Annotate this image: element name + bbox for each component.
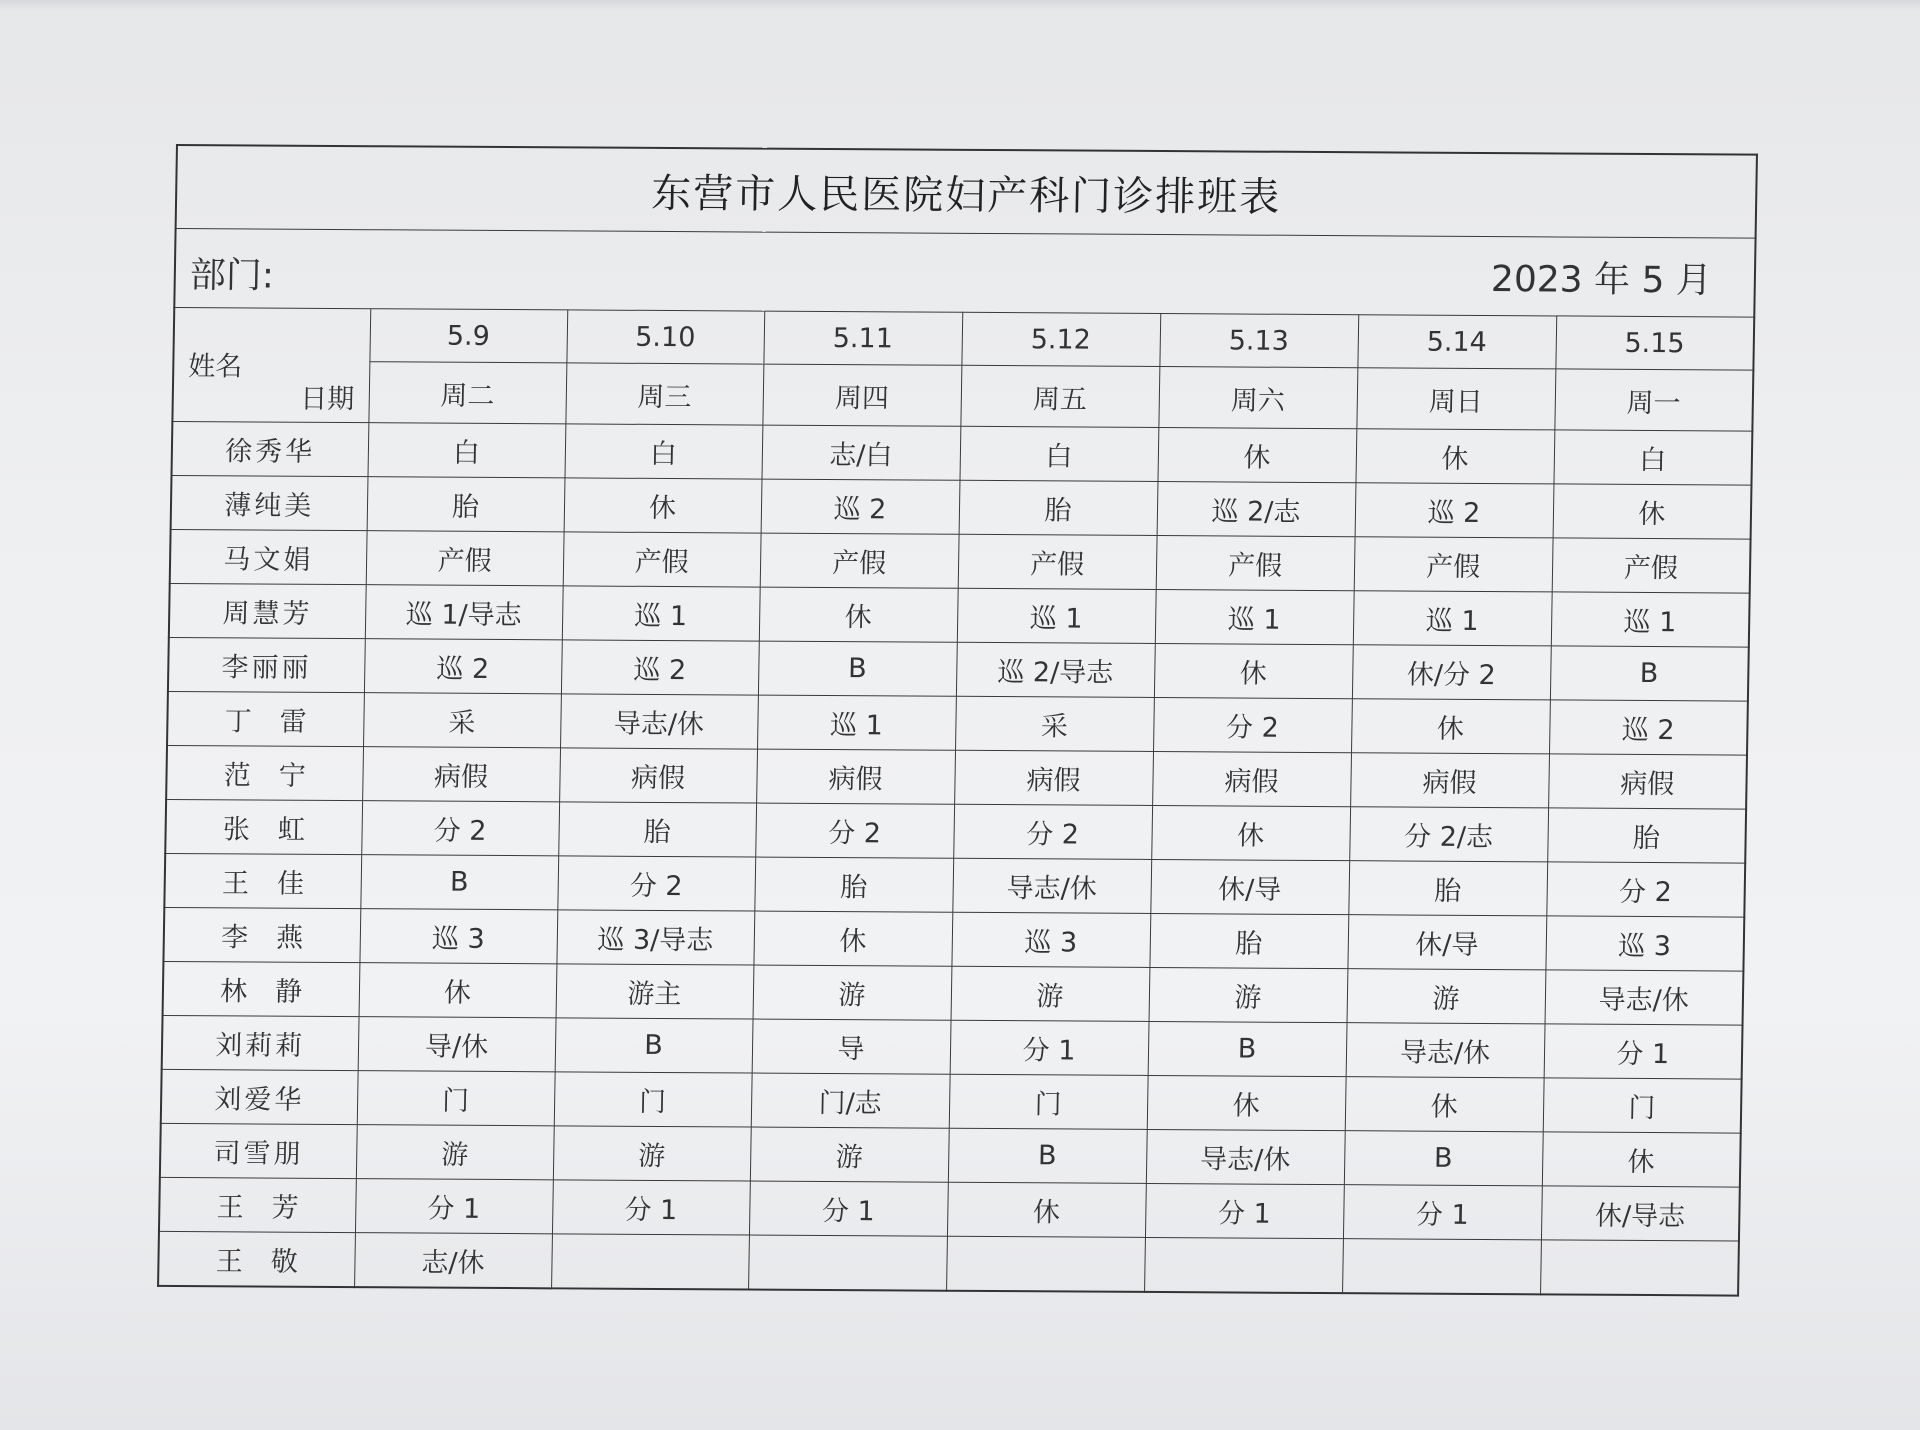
shift-cell: 门 (357, 1071, 555, 1126)
shift-cell: 休 (1351, 699, 1550, 754)
table-row (162, 1015, 1743, 1079)
table-row (165, 799, 1746, 863)
table-row (160, 1123, 1741, 1187)
shift-cell: B (948, 1128, 1147, 1183)
staff-name: 徐秀华 (172, 421, 369, 476)
name-column-label: 姓名 (188, 351, 243, 383)
shift-cell: 胎 (1149, 913, 1348, 968)
schedule-table (157, 144, 1758, 1297)
shift-cell: 巡 1 (1551, 592, 1750, 647)
shift-cell: 病假 (954, 750, 1153, 805)
shift-cell: 巡 1 (1353, 591, 1552, 646)
shift-cell: 游 (1149, 967, 1348, 1022)
shift-cell: 游 (750, 1127, 949, 1182)
staff-name: 马文娟 (170, 529, 367, 584)
shift-cell: 分 2/志 (1349, 807, 1548, 862)
table-row (164, 853, 1745, 917)
shift-cell: 胎 (959, 480, 1158, 535)
table-row (167, 691, 1748, 755)
shift-cell: 巡 1 (562, 586, 760, 641)
shift-cell: 巡 2 (364, 639, 562, 694)
shift-cell: 巡 2/志 (1157, 482, 1356, 537)
month-label: 2023 年 5 月 (1490, 259, 1713, 302)
shift-cell: 巡 1 (757, 695, 956, 750)
shift-cell: 休 (1154, 643, 1353, 698)
shift-cell: 导志/休 (560, 694, 758, 749)
shift-cell: 导志/休 (1346, 1023, 1545, 1078)
shift-cell (748, 1235, 947, 1291)
staff-name: 周慧芳 (169, 583, 366, 638)
shift-cell: 分 1 (749, 1181, 948, 1236)
shift-cell: 胎 (754, 857, 953, 912)
date-header: 5.14 (1357, 315, 1556, 369)
table-row (168, 637, 1749, 701)
shift-cell: 巡 2/导志 (956, 642, 1155, 697)
staff-name: 张虹 (165, 799, 362, 854)
weekday-header: 周六 (1158, 367, 1357, 429)
shift-cell (1540, 1240, 1739, 1296)
shift-cell: 导/休 (358, 1017, 556, 1072)
shift-cell: 病假 (1350, 753, 1549, 808)
desk-edge (0, 0, 1920, 10)
shift-cell: 门/志 (751, 1073, 950, 1128)
staff-name: 王芳 (159, 1177, 356, 1232)
shift-cell: 巡 3/导志 (556, 910, 754, 965)
shift-cell: 休 (359, 963, 557, 1018)
shift-cell: 游 (753, 965, 952, 1020)
shift-cell: B (1148, 1021, 1347, 1076)
shift-cell: 病假 (559, 748, 757, 803)
shift-cell: 产假 (1552, 538, 1751, 593)
staff-name: 林静 (163, 961, 360, 1016)
shift-cell: 采 (363, 693, 561, 748)
shift-cell: 休 (753, 911, 952, 966)
shift-cell: 巡 3 (359, 909, 557, 964)
shift-cell: 休/导志 (1541, 1186, 1740, 1241)
shift-cell: B (758, 641, 957, 696)
shift-cell: 白 (959, 426, 1158, 481)
shift-cell: 巡 2 (761, 479, 960, 534)
shift-cell (1144, 1237, 1343, 1293)
shift-cell: 分 2 (361, 801, 559, 856)
date-header: 5.12 (961, 312, 1160, 366)
shift-cell (946, 1236, 1145, 1292)
staff-name: 司雪朋 (160, 1123, 357, 1178)
shift-cell: B (1344, 1131, 1543, 1186)
shift-cell: 产假 (1156, 535, 1355, 590)
shift-cell: B (360, 855, 558, 910)
shift-cell: 白 (1553, 430, 1752, 485)
shift-cell: 胎 (1547, 808, 1746, 863)
shift-cell: 分 2 (1546, 862, 1745, 917)
shift-cell: 分 1 (355, 1179, 553, 1234)
shift-cell: 胎 (1348, 861, 1547, 916)
date-header: 5.11 (763, 311, 962, 365)
shift-cell: 巡 2 (1355, 483, 1554, 538)
corner-header (172, 307, 370, 422)
staff-name: 王敬 (158, 1231, 355, 1287)
shift-cell: 巡 2 (1549, 700, 1748, 755)
shift-cell: 休 (1355, 429, 1554, 484)
shift-cell: 白 (367, 423, 565, 478)
shift-cell: 导志/休 (1146, 1129, 1345, 1184)
table-row (158, 1231, 1739, 1295)
shift-cell: 分 2 (953, 804, 1152, 859)
shift-cell: 休 (1157, 428, 1356, 483)
table-row (159, 1177, 1740, 1241)
shift-cell: 病假 (362, 747, 560, 802)
meta-row (174, 228, 1755, 317)
shift-cell: 志/白 (761, 425, 960, 480)
weekday-header: 周五 (960, 365, 1159, 427)
date-header-row (173, 307, 1754, 370)
shift-cell: 休 (1147, 1075, 1346, 1130)
shift-cell: 休 (1553, 484, 1752, 539)
table-row (172, 421, 1753, 485)
shift-cell: 巡 1/导志 (365, 585, 563, 640)
schedule-sheet (157, 144, 1756, 1297)
staff-name: 李丽丽 (168, 637, 365, 692)
shift-cell: 休 (564, 478, 762, 533)
shift-cell: 胎 (558, 802, 756, 857)
date-column-label: 日期 (300, 383, 355, 416)
staff-name: 范宁 (166, 745, 363, 800)
shift-cell: 巡 3 (951, 912, 1150, 967)
schedule-body (158, 421, 1752, 1295)
shift-cell: 门 (1543, 1078, 1742, 1133)
shift-cell: 分 1 (1343, 1185, 1542, 1240)
shift-cell: 分 1 (552, 1180, 750, 1235)
page-title: 东营市人民医院妇产科门诊排班表 (176, 145, 1757, 238)
table-row (169, 583, 1750, 647)
shift-cell: 巡 3 (1545, 916, 1744, 971)
shift-cell: 志/休 (354, 1233, 552, 1289)
shift-cell: 巡 2 (561, 640, 759, 695)
staff-name: 王佳 (164, 853, 361, 908)
table-row (166, 745, 1747, 809)
shift-cell: 病假 (1152, 751, 1351, 806)
shift-cell (551, 1234, 749, 1290)
shift-cell: 休/导 (1150, 859, 1349, 914)
shift-cell: 产假 (760, 533, 959, 588)
shift-cell: 产假 (366, 531, 564, 586)
weekday-header: 周日 (1356, 368, 1555, 430)
shift-cell: 游 (951, 966, 1150, 1021)
shift-cell: 产假 (1354, 537, 1553, 592)
weekday-header: 周二 (368, 362, 566, 424)
shift-cell: 巡 1 (1155, 589, 1354, 644)
weekday-header: 周一 (1554, 369, 1753, 431)
weekday-header: 周三 (565, 363, 763, 425)
shift-cell: 游 (1347, 969, 1546, 1024)
shift-cell: 病假 (1548, 754, 1747, 809)
date-header: 5.10 (566, 310, 764, 364)
shift-cell: 分 2 (755, 803, 954, 858)
table-row (161, 1069, 1742, 1133)
shift-cell: 游 (553, 1126, 751, 1181)
table-row (171, 475, 1752, 539)
shift-cell (1342, 1239, 1541, 1295)
shift-cell: 巡 1 (957, 588, 1156, 643)
shift-cell: 导志/休 (952, 858, 1151, 913)
shift-cell: 门 (949, 1074, 1148, 1129)
shift-cell: 休 (1542, 1132, 1741, 1187)
shift-cell: 休/分 2 (1352, 645, 1551, 700)
weekday-header: 周四 (762, 364, 961, 426)
shift-cell: 分 1 (1145, 1183, 1344, 1238)
shift-cell: 分 2 (1153, 697, 1352, 752)
staff-name: 刘莉莉 (162, 1015, 359, 1070)
table-row (163, 907, 1744, 971)
shift-cell: 病假 (756, 749, 955, 804)
shift-cell: 分 1 (950, 1020, 1149, 1075)
shift-cell: 产假 (958, 534, 1157, 589)
shift-cell: 休 (1151, 805, 1350, 860)
staff-name: 丁雷 (167, 691, 364, 746)
table-row (170, 529, 1751, 593)
shift-cell: 休 (759, 587, 958, 642)
shift-cell: 游 (356, 1125, 554, 1180)
staff-name: 李燕 (163, 907, 360, 962)
shift-cell: 游主 (556, 964, 754, 1019)
shift-cell: 门 (554, 1072, 752, 1127)
shift-cell: B (555, 1018, 753, 1073)
shift-cell: 休/导 (1347, 915, 1546, 970)
shift-cell: 白 (564, 424, 762, 479)
shift-cell: 休 (947, 1182, 1146, 1237)
staff-name: 薄纯美 (171, 475, 368, 530)
date-header: 5.9 (369, 309, 567, 363)
table-row (163, 961, 1744, 1025)
date-header: 5.15 (1555, 316, 1754, 370)
shift-cell: 分 2 (557, 856, 755, 911)
staff-name: 刘爱华 (161, 1069, 358, 1124)
shift-cell: 导 (752, 1019, 951, 1074)
shift-cell: 导志/休 (1545, 970, 1744, 1025)
shift-cell: B (1550, 646, 1749, 701)
shift-cell: 胎 (367, 477, 565, 532)
shift-cell: 产假 (563, 532, 761, 587)
shift-cell: 采 (955, 696, 1154, 751)
shift-cell: 分 1 (1544, 1024, 1743, 1079)
department-label: 部门: (189, 255, 275, 297)
weekday-header-row (172, 360, 1753, 431)
shift-cell: 休 (1345, 1077, 1544, 1132)
date-header: 5.13 (1159, 314, 1358, 368)
